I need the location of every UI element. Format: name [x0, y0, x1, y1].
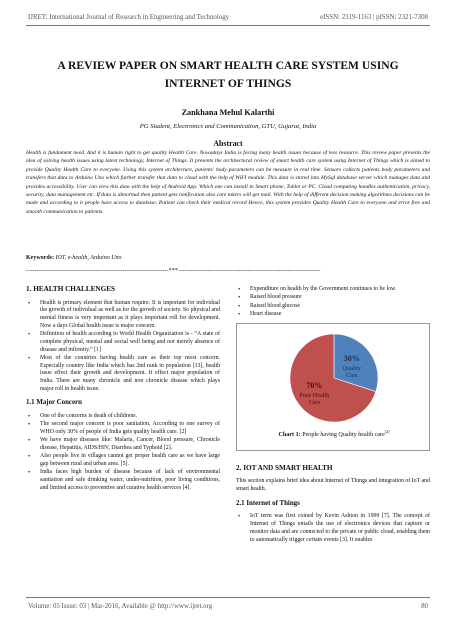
section-heading-health-challenges: 1. HEALTH CHALLENGES	[26, 285, 116, 293]
list-item: • Health is primary element that human require. It is important for individual the growth of individual as well as for the growth of society. So physical and mental fitness is very important as it plays important roll for development. Now a days Global health issue is major concern.	[26, 300, 220, 331]
paper-title	[26, 57, 430, 93]
risk-factor-list	[236, 286, 430, 319]
pie-category-label-1-line-1: Care	[308, 398, 321, 406]
subsection-heading-major-concern: 1.1 Major Concern	[26, 399, 82, 407]
chart-caption-ref: [2]	[384, 428, 390, 434]
list-item: • Definition of health according to World Health Organization is - “A state of complete physical, mental and social well being and not merely absence of disease and infirmity.” [1]	[26, 331, 220, 354]
volume-info: Volume: 05 Issue: 03 | Mar-2016, Available @ http://www.ijret.org	[28, 603, 213, 610]
journal-name: IJRET: International Journal of Research in Engineering and Technology	[28, 14, 230, 21]
pie-percent-label-1: 70%	[306, 380, 323, 390]
title-line-1: A REVIEW PAPER ON SMART HEALTH CARE SYSTEM USING	[57, 59, 399, 72]
title-line-2: INTERNET OF THINGS	[164, 77, 292, 90]
list-item: • The second major concern is poor sanitation. According to one survey of WHO only 30% of people of India gets quality health care. [2]	[26, 421, 220, 436]
chart-caption-label: Chart 1:	[278, 431, 301, 438]
health-challenges-list	[26, 300, 220, 394]
pie-chart-figure	[236, 323, 430, 451]
keywords-label: Keywords:	[26, 255, 54, 261]
issn-info: eISSN: 2319-1163 | pISSN: 2321-7308	[320, 14, 428, 21]
section-iot-intro: This section explains brief idea about Internet of Things and integration of IoT and smart health.	[236, 478, 430, 492]
list-item: • Also people live in villages cannot get proper health care as we have large gap between rural and urban area. [5].	[26, 453, 220, 468]
footer-rule	[26, 597, 430, 598]
keywords	[26, 255, 430, 261]
iot-list	[236, 513, 430, 544]
running-header	[28, 14, 428, 21]
section-separator: --------------------------------------------------------------------***--------------------------------------------------------------------	[26, 268, 321, 274]
abstract-heading: Abstract	[213, 139, 243, 148]
left-column	[26, 286, 220, 493]
keywords-text: IOT, e-health, Arduino Uno	[54, 255, 122, 261]
subsection-heading-internet-of-things: 2.1 Internet of Things	[236, 499, 300, 507]
pie-category-label-1-line-0: Poor Health	[299, 391, 330, 399]
right-column	[236, 286, 430, 545]
list-item: • Heart disease	[236, 311, 430, 319]
pie-category-label-0-line-0: Quality	[342, 364, 362, 372]
list-item: • Raised blood glucose	[236, 303, 430, 311]
section-heading-iot-smart-health: 2. IOT AND SMART HEALTH	[236, 463, 333, 472]
author-name: Zankhana Mehul Kalarthi	[181, 108, 275, 117]
list-item: • IoT term was first coined by Kevin Ashton in 1999 [7]. The concept of Internet of Things entails the use of electronics devices that capture or monitor data and are connected to the private or public cloud, enabling them to automatically trigger certain events [3]. It enables	[236, 513, 430, 544]
abstract-text: Health is fundament need. And it is human right to get quality Health Care. Nowadays India is facing many health issues because of less resource. This review paper presents the idea of solving health issues using latest technology, Internet of Things. It presents the architectural review of smart health care system using Internet of Things which is aimed to provide Quality Health Care to everyone. Using this system architecture, patients' body parameters can be measure in real time. Sensors collects patients body parameters and transfers that data to Arduino Uno which further transfer that data to cloud with the help of WiFI module. This data is stored into MySql database server which manages data and provides accessibility. User can view this data with the help of Android App. Which one can install in Smart phone, Tablet or PC. Cloud computing handles authentication, privacy, security, data management etc. If data is abnormal then patient gets notification also care takers will get mail. With the help of different decision making algorithms decisions can be made and according to it people have access to database. Patient can check their medical record Hence, this system provides Quality Health Care to everyone and error free and smooth communication to patients.	[26, 150, 430, 215]
bullet-text-a: Most of the countries having health care as their top most concern. Especially country like India which has 2nd rank in population [13], health issue effect their growth and development. It effect major population of India. There are many chronicle and non chronicle disease which plays major roll in health issue.	[40, 354, 220, 392]
list-item: • We have major diseases like: Malaria, Cancer, Blood pressure, Chronicle disease, Hepatitis, AIDS/HIV, Diarrhea and Typhoid [2].	[26, 437, 220, 452]
list-item: • India faces high burden of disease because of lack of environmental sanitation and safe drinking water, under-nutrition, poor living conditions, and limited access to preventive and curative health services [4].	[26, 469, 220, 492]
list-item	[26, 355, 220, 394]
author-affiliation: PG Student, Electronics and Communication, GTU, Gujarat, India	[139, 123, 317, 130]
running-footer	[28, 603, 428, 610]
list-item: • One of the concerns is death of childrens.	[26, 413, 220, 421]
page-number: 80	[421, 603, 428, 610]
list-item: • Expenditure on health by the Government continues to be low.	[236, 286, 430, 294]
chart-caption-text: People having Quality health care	[300, 431, 385, 438]
pie-category-label-0-line-1: Care	[345, 371, 358, 379]
pie-percent-label-0: 30%	[343, 353, 360, 363]
list-item: • Raised blood pressure	[236, 294, 430, 302]
header-rule	[26, 25, 430, 26]
major-concern-list	[26, 413, 220, 492]
chart-caption	[237, 428, 431, 440]
pie-chart	[237, 324, 431, 428]
